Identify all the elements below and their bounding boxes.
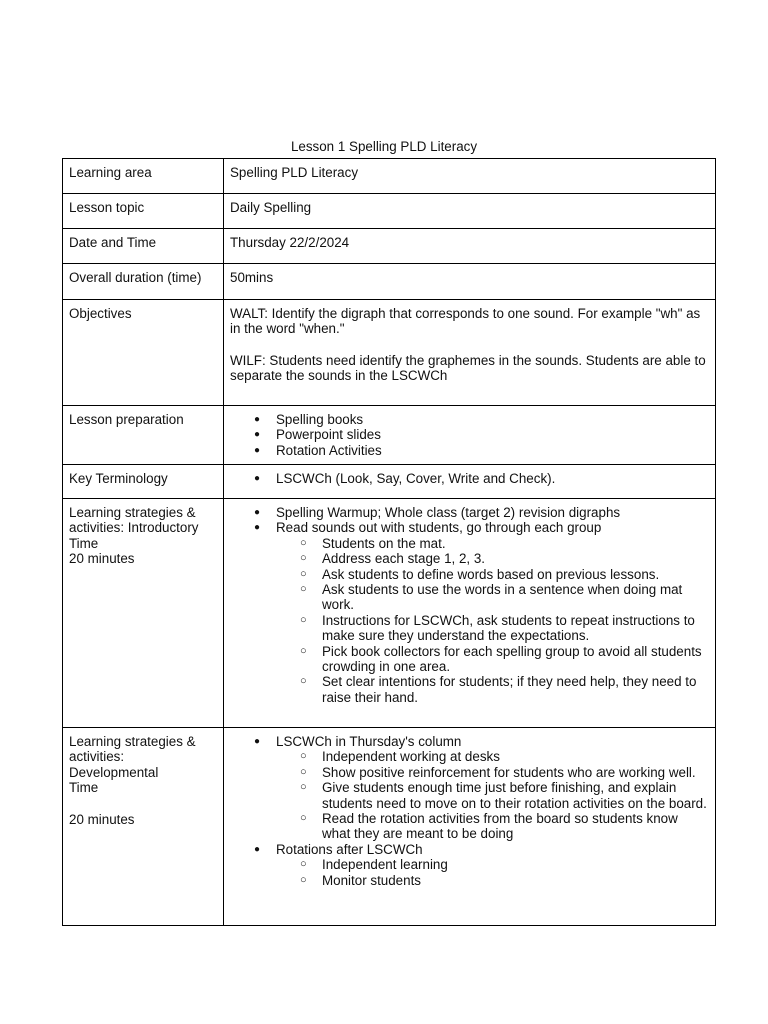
list-item-text: Rotations after LSCWCh <box>276 841 423 857</box>
label-duration: Overall duration (time) <box>63 264 224 300</box>
value-objectives <box>224 300 716 406</box>
rotations-sublist <box>230 857 709 888</box>
value-terminology <box>224 465 716 499</box>
label-objectives: Objectives <box>63 300 224 406</box>
label-line: Developmental <box>69 764 159 780</box>
sub-list-item: ○ Independent learning <box>276 857 709 872</box>
sub-list-item: ○ Independent working at desks <box>276 749 709 764</box>
introductory-list <box>230 505 709 705</box>
label-spacer <box>69 796 217 812</box>
label-line: activities: <box>69 749 125 765</box>
label-developmental <box>63 728 224 926</box>
row-date-time <box>63 229 716 264</box>
row-objectives <box>63 300 716 406</box>
list-item: ● Spelling Warmup; Whole class (target 2) revision digraphs <box>230 505 709 520</box>
value-developmental <box>224 728 716 926</box>
row-learning-area <box>63 159 716 194</box>
terminology-list <box>230 471 709 486</box>
label-line: 20 minutes <box>69 551 135 567</box>
row-duration <box>63 264 716 300</box>
label-line: Learning strategies & <box>69 505 196 520</box>
row-terminology <box>63 465 716 499</box>
sub-list-item: ○ Give students enough time just before finishing, and explain students need to move on to their rotation activities on the board. <box>276 780 709 811</box>
label-line: Time <box>69 535 99 551</box>
sub-list-item: ○ Monitor students <box>276 873 709 888</box>
row-lesson-topic <box>63 194 716 229</box>
list-item: ● Rotation Activities <box>230 443 709 458</box>
label-line: activities: Introductory <box>69 520 199 536</box>
label-lesson-topic: Lesson topic <box>63 194 224 229</box>
sub-list-item: ○ Ask students to define words based on previous lessons. <box>276 567 709 582</box>
row-introductory <box>63 499 716 728</box>
label-line: 20 minutes <box>69 811 135 827</box>
label-learning-area: Learning area <box>63 159 224 194</box>
sub-list-item: ○ Pick book collectors for each spelling group to avoid all students crowding in one area. <box>276 644 709 675</box>
sub-list-item: ○ Instructions for LSCWCh, ask students to repeat instructions to make sure they understand the expectations. <box>276 613 709 644</box>
label-line: Time <box>69 780 99 796</box>
lesson-plan-table <box>62 158 716 926</box>
developmental-sublist <box>230 749 709 841</box>
developmental-list <box>230 734 709 888</box>
sub-list-item: ○ Students on the mat. <box>276 536 709 551</box>
value-learning-area: Spelling PLD Literacy <box>224 159 716 194</box>
row-preparation <box>63 406 716 465</box>
objective-walt: WALT: Identify the digraph that corresponds to one sound. For example "wh" as in the word "when." <box>230 306 701 337</box>
list-item <box>230 520 709 705</box>
list-item: ● Spelling books <box>230 412 709 427</box>
label-line: Learning strategies & <box>69 734 196 749</box>
value-duration: 50mins <box>224 264 716 300</box>
list-item-text: LSCWCh in Thursday's column <box>276 734 462 749</box>
label-introductory <box>63 499 224 728</box>
row-developmental <box>63 728 716 926</box>
sub-list-item: ○ Ask students to use the words in a sentence when doing mat work. <box>276 582 709 613</box>
list-item <box>230 842 709 888</box>
introductory-sublist <box>230 536 709 705</box>
value-date-time: Thursday 22/2/2024 <box>224 229 716 264</box>
label-preparation: Lesson preparation <box>63 406 224 465</box>
list-item-text: Read sounds out with students, go through each group <box>276 520 602 536</box>
sub-list-item: ○ Show positive reinforcement for students who are working well. <box>276 765 709 780</box>
sub-list-item: ○ Read the rotation activities from the board so students know what they are meant to be doing <box>276 811 709 842</box>
label-terminology: Key Terminology <box>63 465 224 499</box>
label-date-time: Date and Time <box>63 229 224 264</box>
preparation-list <box>230 412 709 458</box>
list-item: ● Powerpoint slides <box>230 427 709 442</box>
sub-list-item: ○ Address each stage 1, 2, 3. <box>276 551 709 566</box>
sub-list-item: ○ Set clear intentions for students; if they need help, they need to raise their hand. <box>276 674 709 705</box>
value-preparation <box>224 406 716 465</box>
objective-wilf: WILF: Students need identify the graphemes in the sounds. Students are able to separate the sounds in the LSCWCh <box>230 352 706 384</box>
document-title: Lesson 1 Spelling PLD Literacy <box>290 139 478 154</box>
list-item: ● LSCWCh (Look, Say, Cover, Write and Check). <box>230 471 709 486</box>
list-item <box>230 734 709 842</box>
value-lesson-topic: Daily Spelling <box>224 194 716 229</box>
value-introductory <box>224 499 716 728</box>
